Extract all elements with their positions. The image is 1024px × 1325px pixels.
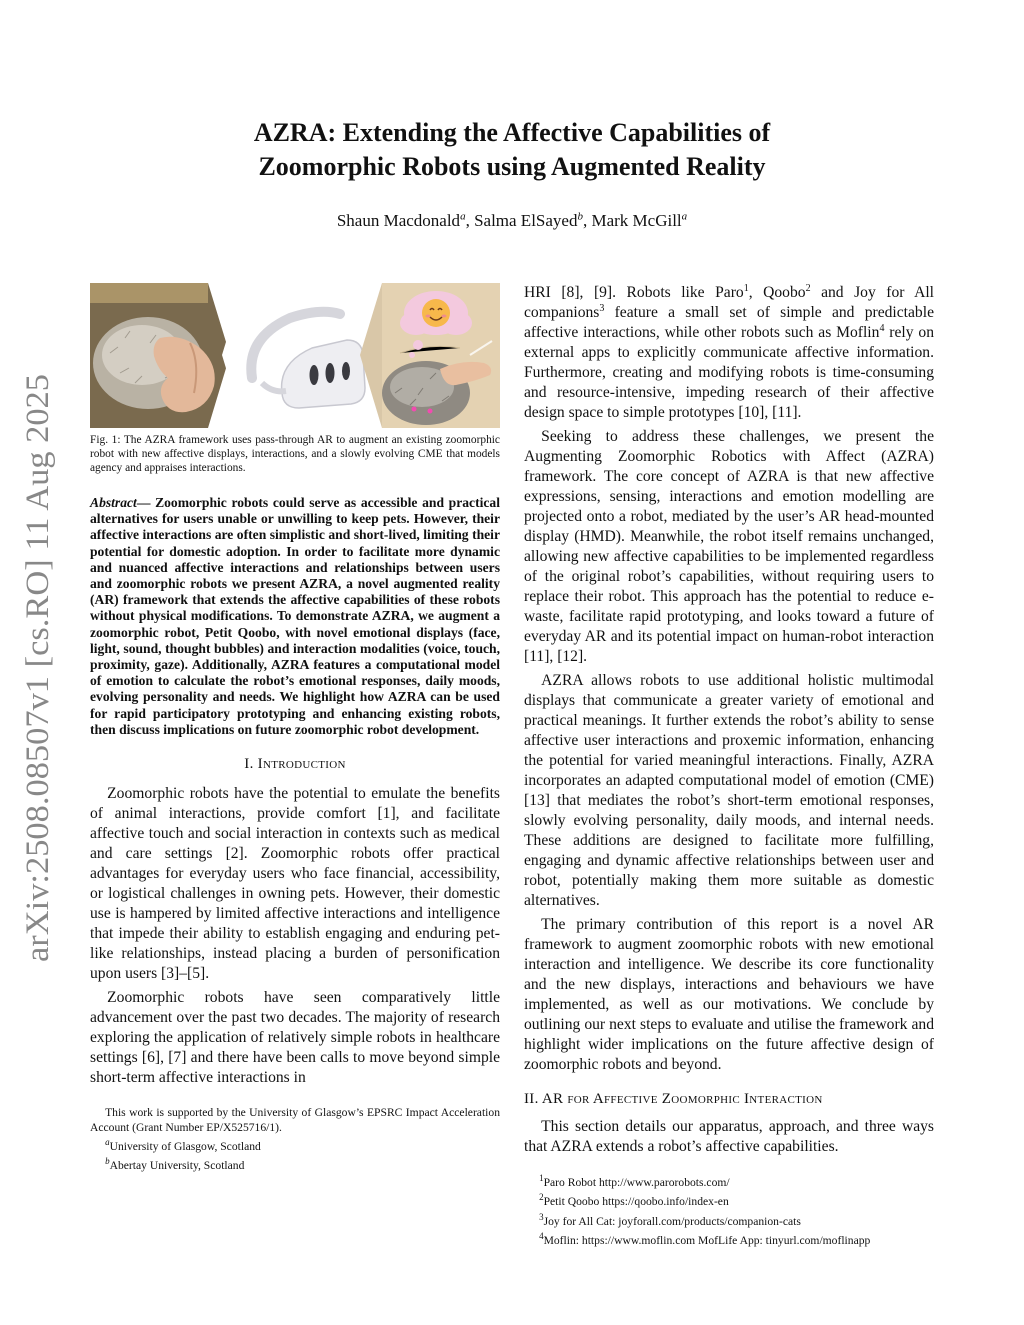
intro-paragraph-2: Zoomorphic robots have seen comparatively little advancement over the past two decades. The majority of research exploring the application of relatively simple robots in healthcare settings [6], [7] and there have been calls to move beyond simple short-term affective interactions in: [90, 989, 500, 1087]
abstract: [90, 495, 500, 738]
abstract-text: — Zoomorphic robots could serve as accessible and practical alternatives for users unable or unwilling to keep pets. However, their affective interactions are often simplistic and short-lived, limiting their potential for domestic adoption. In order to facilitate more dynamic and nuanced affective interactions and relationships between users and zoomorphic robots we present AZRA, a novel augmented reality (AR) framework that extends the affective capabilities of these robots without physical modifications. To demonstrate AZRA, we augment a zoomorphic robot, Petit Qoobo, with novel emotional displays (face, light, sound, thought bubbles) and interaction modalities (voice, touch, proximity, gaze). Additionally, AZRA features a computational model of emotion to calculate the robot’s emotional responses, daily moods, evolving personality and needs. We highlight how AZRA can be used for rapid participatory prototyping and enhancing existing robots, then discuss implications on future zoomorphic robot development.: [90, 495, 500, 737]
affiliation-b: $^b$Abertay University, Scotland: [105, 1156, 245, 1173]
intro-paragraph-3: HRI [8], [9]. Robots like Paro$^1$, Qoobo$^2$ and Joy for All companions$^3$ feature a small set of simple and predictable affective interactions, while other robots such as Moflin$^4$ rely on external apps to explicitly communicate affective information. Furthermore, creating and modifying robots is time-consuming and resource-intensive, impeding research of their affective design space to simple prototypes [10], [11].: [524, 282, 935, 421]
footnote-2: $^2$Petit Qoobo https://qoobo.info/index-en: [539, 1192, 729, 1209]
footnotes: [524, 1171, 934, 1248]
intro-paragraph-6: The primary contribution of this report is a novel AR framework to augment zoomorphic robots with new emotional interaction and intelligence. We describe its core functionality and the new displays, interactions and behaviours we have implemented, as well as our motivations. We conclude by outlining our next steps to evaluate and utilise the framework and highlight wider implications on the future affective design of zoomorphic robots and beyond.: [524, 916, 934, 1073]
author-3: Mark McGill$^a$: [591, 210, 688, 230]
section-heading-introduction: I. Introduction: [244, 756, 346, 773]
author-1: Shaun Macdonald$^a$,: [336, 210, 475, 230]
title-line-2: Zoomorphic Robots using Augmented Reality: [258, 152, 766, 181]
ar-augmented-robot-photo: [360, 283, 500, 428]
footnote-1: $^1$Paro Robot http://www.parorobots.com/: [539, 1173, 730, 1189]
funding-footnote: [90, 1106, 500, 1174]
section2-paragraph-1: This section details our apparatus, approach, and three ways that AZRA extends a robot’s affective capabilities.: [524, 1118, 934, 1155]
intro-paragraph-1: Zoomorphic robots have the potential to emulate the benefits of animal interactions, provide comfort [1], and facilitate affective touch and social interaction in contexts such as medical and care settings [2]. Zoomorphic robots offer practical advantages for everyday users who face financial, accessibility, or logistical challenges in owning pets. However, their domestic use is hampered by limited affective interactions and intelligence that impede their ability to establish engaging and enduring pet-like relationships, instead placing a burden of personification upon users [3]–[5].: [90, 785, 500, 983]
affiliation-a: $^a$University of Glasgow, Scotland: [105, 1137, 261, 1153]
intro-paragraph-4: Seeking to address these challenges, we present the Augmenting Zoomorphic Robotics with Affect (AZRA) framework. The core concept of AZRA is that new affective expressions, sensing, interactions and emotion modelling are projected onto a robot, mediated by the user’s AR head-mounted display (HMD). Meanwhile, the robot itself remains unchanged, allowing new affective capabilities to be implemented regardless of the original robot’s capabilities, without requiring users to replace their robot. This approach has the potential to reduce e-waste, facilitate rapid prototyping, and looks toward a future of everyday AR and its potential impact on human-robot interaction [11], [12].: [524, 428, 934, 665]
right-column: [524, 283, 934, 1248]
figure-1: [90, 283, 500, 428]
robot-photo-left: [90, 283, 230, 428]
funding-text: This work is supported by the University of Glasgow’s EPSRC Impact Acceleration Account (Grant Number EP/X525716/1).: [90, 1106, 500, 1134]
footnote-4: $^4$Moflin: https://www.moflin.com MofLife App: tinyurl.com/moflinapp: [539, 1231, 871, 1247]
section-heading-ar: II. AR for Affective Zoomorphic Interaction: [524, 1091, 823, 1107]
left-column: [90, 283, 500, 1174]
paper-title: [180, 116, 844, 184]
author-list: [180, 210, 844, 231]
footnote-3: $^3$Joy for All Cat: joyforall.com/products/companion-cats: [539, 1211, 801, 1228]
intro-paragraph-5: AZRA allows robots to use additional holistic multimodal displays that communicate a greater variety of emotional and practical meanings. It further extends the robot’s ability to sense affective user interactions and proxemic information, enhancing the potential for varied meaningful interactions. Finally, AZRA incorporates an adapted computational model of emotion (CME) [13] that mediates the robot’s short-term emotional responses, slowly evolving personality, daily moods, and internal needs. These additions are designed to facilitate more fulfilling, engaging and dynamic affective relationships between user and robot, potentially making them more suitable as domestic alternatives.: [524, 672, 934, 909]
author-2: Salma ElSayed$^b$,: [474, 210, 592, 230]
ar-headset-image: [222, 283, 372, 428]
arxiv-id: arXiv:2508.08507v1 [cs.RO] 11 Aug 2025: [20, 398, 56, 962]
figure-caption: Fig. 1: The AZRA framework uses pass-through AR to augment an existing zoomorphic robot with new affective displays, interactions, and a slowly evolving CME that models agency and appraises interactions.: [90, 434, 500, 474]
abstract-label: Abstract: [90, 495, 137, 510]
title-line-1: AZRA: Extending the Affective Capabilities of: [253, 118, 771, 147]
arxiv-stamp: [14, 372, 60, 962]
